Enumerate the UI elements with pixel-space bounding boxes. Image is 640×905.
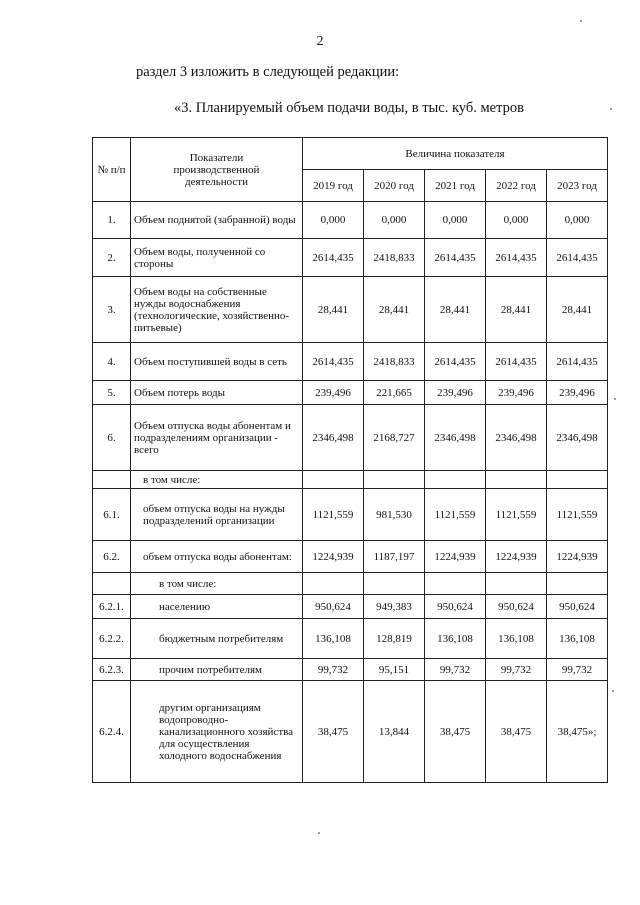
row-value: 38,475 (425, 681, 486, 783)
row-value: 38,475 (486, 681, 547, 783)
header-year: 2023 год (547, 170, 608, 202)
row-num: 6.2.2. (93, 619, 131, 659)
table-row (93, 573, 608, 595)
row-value: 38,475»; (547, 681, 608, 783)
row-name: объем отпуска воды абонентам: (131, 541, 303, 573)
row-value: 0,000 (364, 202, 425, 239)
row-num: 5. (93, 381, 131, 405)
row-value (486, 471, 547, 489)
row-num: 6.1. (93, 489, 131, 541)
row-value: 1224,939 (486, 541, 547, 573)
header-num: № п/п (93, 138, 131, 202)
row-value: 1121,559 (547, 489, 608, 541)
row-num (93, 573, 131, 595)
row-value: 95,151 (364, 659, 425, 681)
row-value: 1224,939 (303, 541, 364, 573)
row-value: 0,000 (547, 202, 608, 239)
scan-speck (580, 20, 582, 22)
row-value: 136,108 (486, 619, 547, 659)
row-value: 99,732 (486, 659, 547, 681)
row-value (303, 471, 364, 489)
row-value: 981,530 (364, 489, 425, 541)
scan-speck (612, 690, 614, 692)
row-value: 13,844 (364, 681, 425, 783)
table-row (93, 489, 608, 541)
row-value: 2346,498 (547, 405, 608, 471)
row-num: 6.2. (93, 541, 131, 573)
row-value: 28,441 (547, 277, 608, 343)
row-value (486, 573, 547, 595)
row-num (93, 471, 131, 489)
row-value: 38,475 (303, 681, 364, 783)
table-row (93, 471, 608, 489)
row-name: другим организациям водопроводно-канализационного хозяйства для осуществления холодного водоснабжения (131, 681, 303, 783)
table-row (93, 239, 608, 277)
row-value (547, 573, 608, 595)
row-value: 2346,498 (303, 405, 364, 471)
row-value: 1121,559 (303, 489, 364, 541)
header-year: 2021 год (425, 170, 486, 202)
row-value: 99,732 (425, 659, 486, 681)
row-name: Объем воды на собственные нужды водоснабжения (технологические, хозяйственно-питьевые) (131, 277, 303, 343)
row-value: 949,383 (364, 595, 425, 619)
row-value: 0,000 (425, 202, 486, 239)
row-value: 221,665 (364, 381, 425, 405)
row-name: прочим потребителям (131, 659, 303, 681)
row-value: 950,624 (425, 595, 486, 619)
row-value: 1121,559 (425, 489, 486, 541)
scan-speck (318, 832, 320, 834)
row-value (425, 471, 486, 489)
header-year: 2022 год (486, 170, 547, 202)
table-row (93, 681, 608, 783)
row-value: 1224,939 (547, 541, 608, 573)
row-value: 2614,435 (547, 343, 608, 381)
row-value (303, 573, 364, 595)
row-value: 2614,435 (425, 343, 486, 381)
section-title: «3. Планируемый объем подачи воды, в тыс. куб. метров (174, 100, 524, 116)
row-num: 1. (93, 202, 131, 239)
row-value: 2614,435 (486, 343, 547, 381)
row-value: 1187,197 (364, 541, 425, 573)
row-num: 3. (93, 277, 131, 343)
row-value: 128,819 (364, 619, 425, 659)
row-num: 6.2.4. (93, 681, 131, 783)
row-value (547, 471, 608, 489)
table-row (93, 659, 608, 681)
row-name: Объем отпуска воды абонентам и подразделениям организации - всего (131, 405, 303, 471)
row-value (425, 573, 486, 595)
intro-text: раздел 3 изложить в следующей редакции: (136, 64, 400, 80)
row-name: в том числе: (131, 573, 303, 595)
row-num: 4. (93, 343, 131, 381)
header-year: 2019 год (303, 170, 364, 202)
row-value: 136,108 (547, 619, 608, 659)
scan-speck (610, 108, 612, 110)
row-value: 239,496 (486, 381, 547, 405)
row-num: 6.2.3. (93, 659, 131, 681)
row-value: 28,441 (364, 277, 425, 343)
table-row (93, 381, 608, 405)
table-row (93, 541, 608, 573)
table-row (93, 202, 608, 239)
row-value: 239,496 (425, 381, 486, 405)
header-value-group: Величина показателя (303, 138, 608, 170)
header-indicator: Показатели производственной деятельности (131, 138, 303, 202)
table-row (93, 277, 608, 343)
row-name: Объем поднятой (забранной) воды (131, 202, 303, 239)
row-value: 239,496 (303, 381, 364, 405)
row-value: 2614,435 (303, 239, 364, 277)
page-number: 2 (316, 34, 324, 49)
row-value: 950,624 (486, 595, 547, 619)
row-name: в том числе: (131, 471, 303, 489)
scan-speck (614, 398, 616, 400)
row-value: 28,441 (303, 277, 364, 343)
row-name: населению (131, 595, 303, 619)
row-name: бюджетным потребителям (131, 619, 303, 659)
row-value: 950,624 (303, 595, 364, 619)
table-row (93, 343, 608, 381)
row-value: 2346,498 (425, 405, 486, 471)
header-year: 2020 год (364, 170, 425, 202)
row-name: Объем поступившей воды в сеть (131, 343, 303, 381)
table-row (93, 619, 608, 659)
row-value: 950,624 (547, 595, 608, 619)
row-value: 2614,435 (547, 239, 608, 277)
row-value: 0,000 (486, 202, 547, 239)
row-value: 2418,833 (364, 343, 425, 381)
row-num: 6.2.1. (93, 595, 131, 619)
row-value: 28,441 (486, 277, 547, 343)
table-row (93, 595, 608, 619)
row-value: 2418,833 (364, 239, 425, 277)
water-supply-table (92, 137, 608, 783)
row-value: 2614,435 (303, 343, 364, 381)
row-num: 2. (93, 239, 131, 277)
row-value (364, 573, 425, 595)
row-name: Объем потерь воды (131, 381, 303, 405)
row-name: Объем воды, полученной со стороны (131, 239, 303, 277)
row-value: 1224,939 (425, 541, 486, 573)
row-value: 136,108 (425, 619, 486, 659)
row-name: объем отпуска воды на нужды подразделений организации (131, 489, 303, 541)
row-value (364, 471, 425, 489)
row-value: 2346,498 (486, 405, 547, 471)
row-value: 239,496 (547, 381, 608, 405)
table-row (93, 405, 608, 471)
row-value: 2614,435 (486, 239, 547, 277)
row-value: 0,000 (303, 202, 364, 239)
row-num: 6. (93, 405, 131, 471)
row-value: 28,441 (425, 277, 486, 343)
row-value: 99,732 (303, 659, 364, 681)
row-value: 1121,559 (486, 489, 547, 541)
row-value: 2168,727 (364, 405, 425, 471)
row-value: 2614,435 (425, 239, 486, 277)
row-value: 136,108 (303, 619, 364, 659)
row-value: 99,732 (547, 659, 608, 681)
